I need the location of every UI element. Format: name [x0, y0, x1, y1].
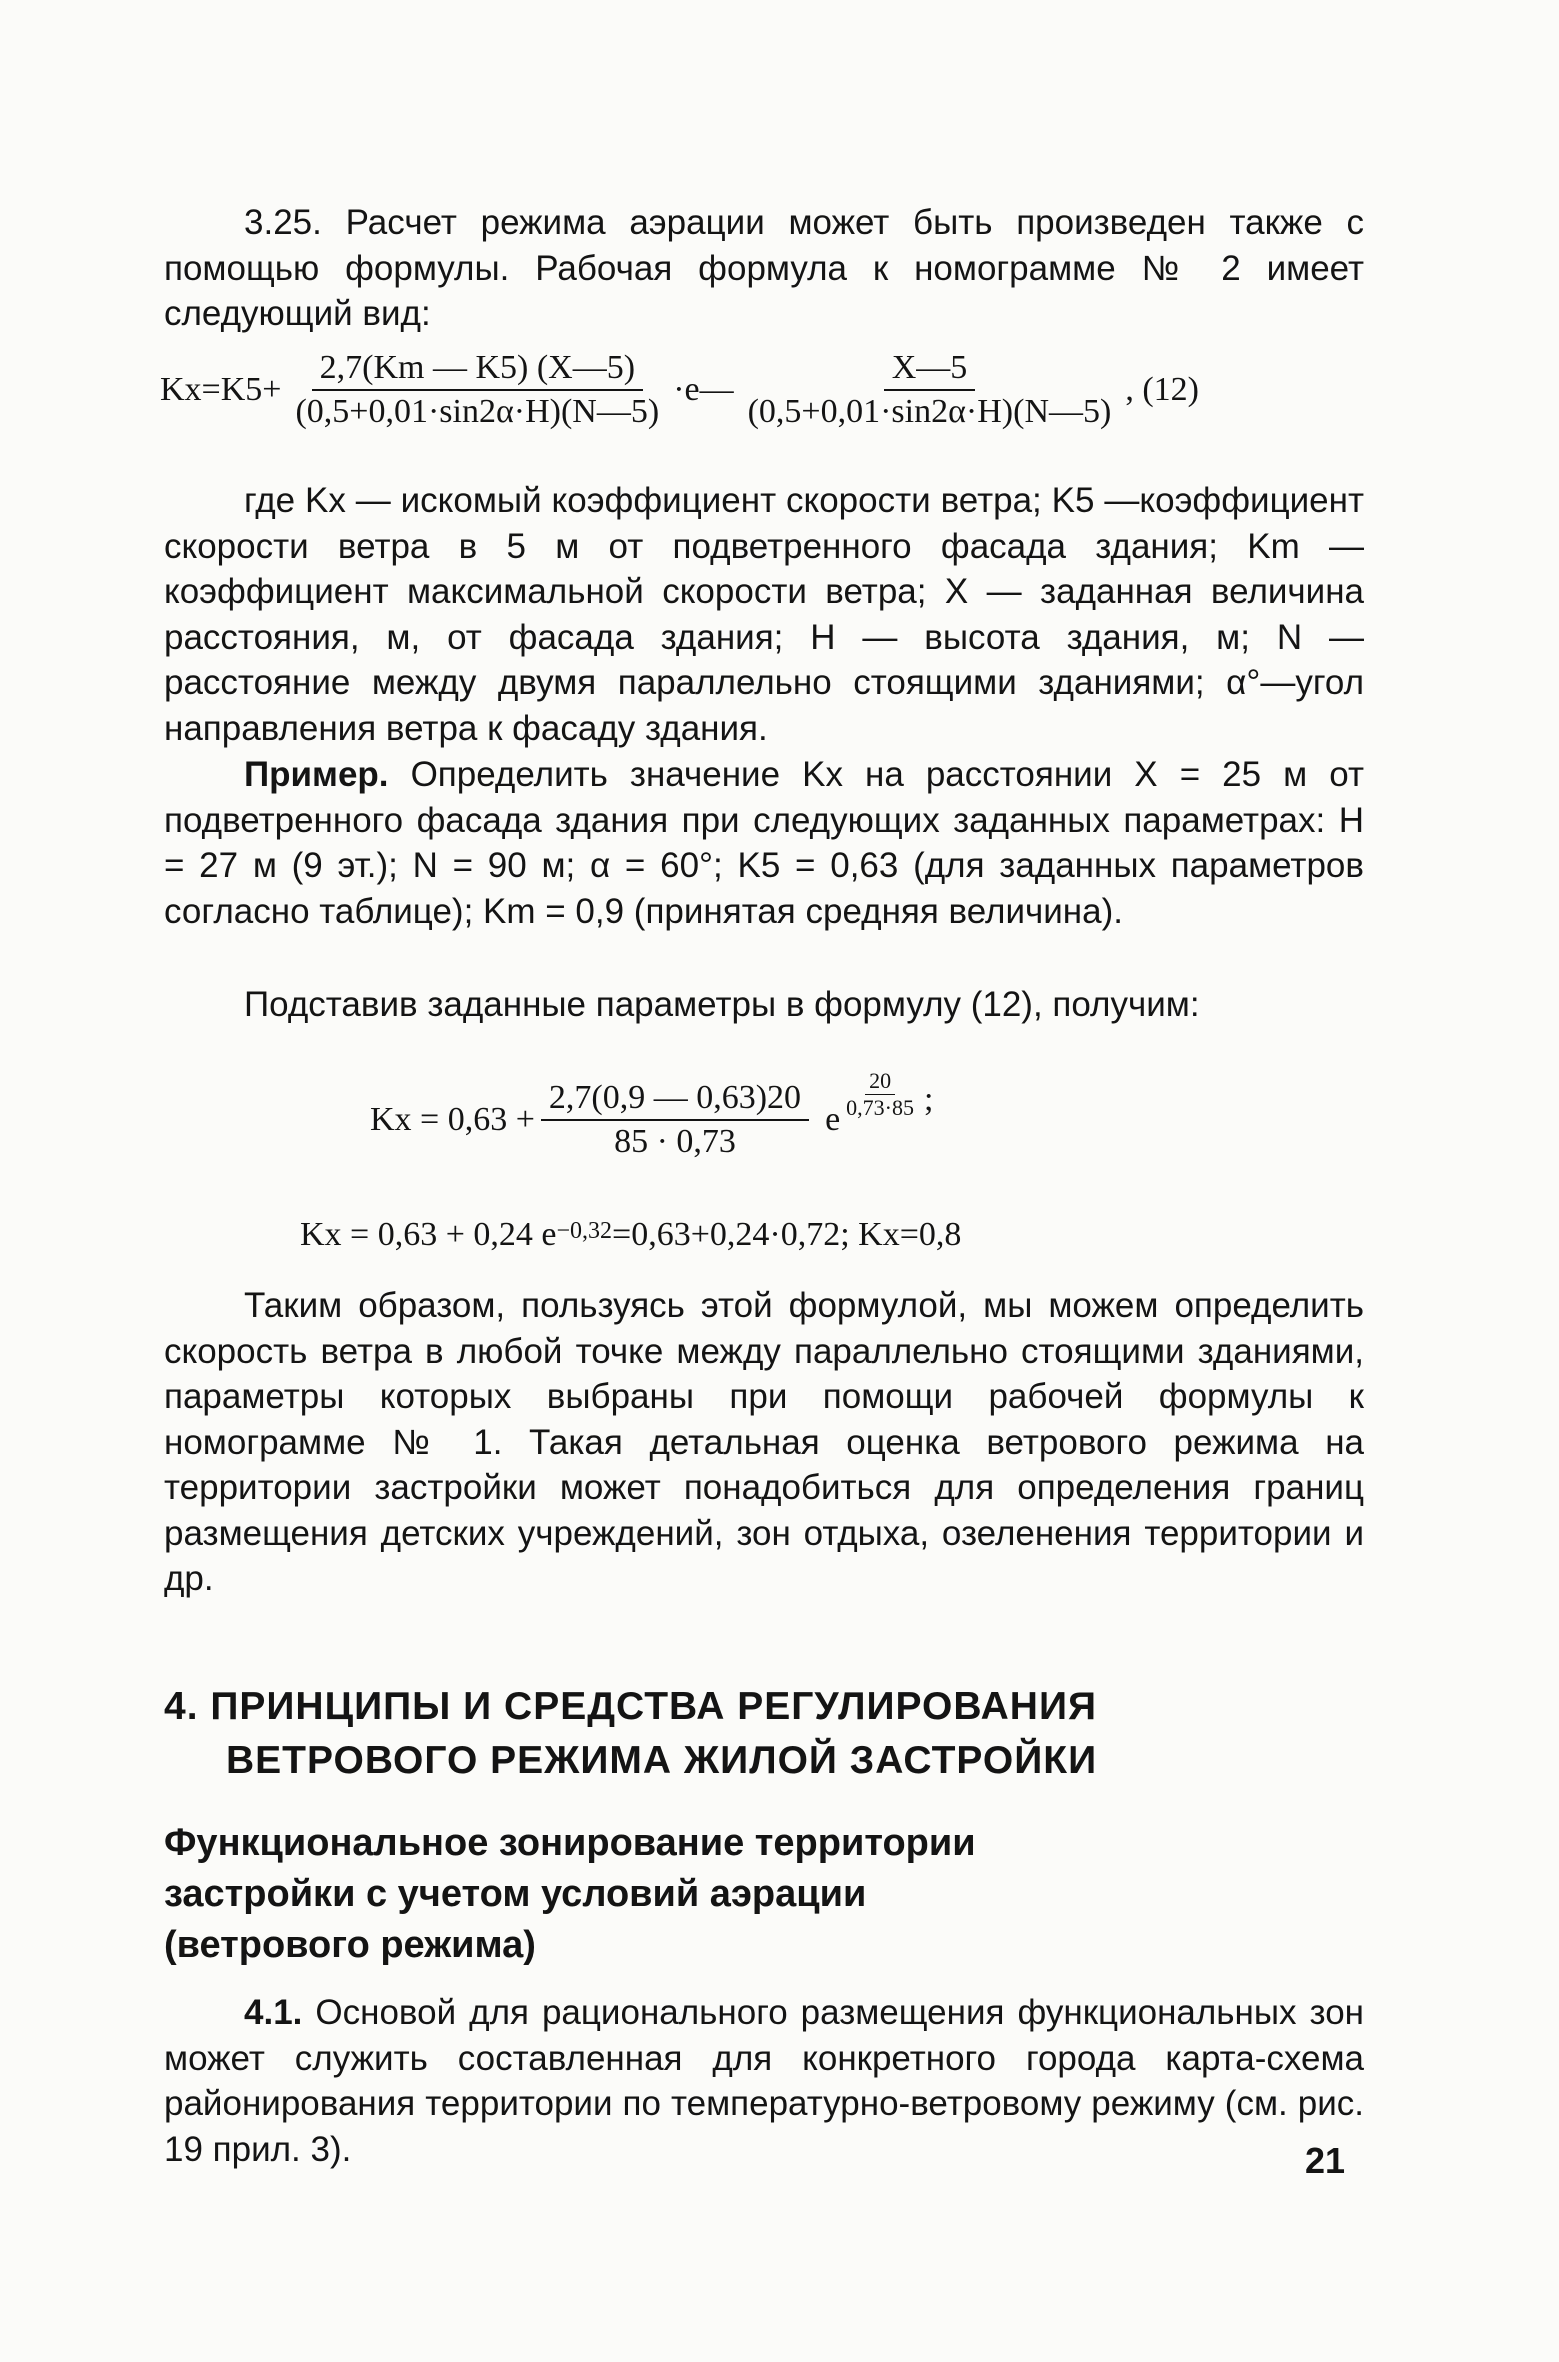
paragraph-text: Основой для рационального размещения функциональных зон может служить составленная для конкретного города карта-схема районирования территории по температурно-ветровому режиму (см. рис. 19 прил. 3). — [164, 1993, 1364, 2169]
page-number: 21 — [1305, 2140, 1346, 2181]
formula-exp-sign: ·e— — [673, 371, 734, 408]
fraction-denominator: (0,5+0,01·sin2α·H)(N—5) — [747, 393, 1112, 430]
formula-lhs: Kx=K5+ — [160, 371, 282, 408]
paragraph-text: Расчет режима аэрации может быть произведен также с помощью формулы. Рабочая формула к номограмме № 2 имеет следующий вид: — [164, 203, 1365, 333]
formula-label: , (12) — [1125, 371, 1199, 408]
calculation-1 — [370, 1060, 933, 1180]
calc1-tail: ; — [923, 1081, 934, 1118]
subsection-heading — [164, 1818, 976, 1971]
calc2-text: Kx = 0,63 + 0,24 e — [300, 1216, 557, 1253]
heading-line-1: 4. ПРИНЦИПЫ И СРЕДСТВА РЕГУЛИРОВАНИЯ — [164, 1685, 1097, 1728]
section-heading — [164, 1680, 1097, 1788]
exponent-denominator: 0,73·85 — [846, 1094, 914, 1120]
heading-line-2: ВЕТРОВОГО РЕЖИМА ЖИЛОЙ ЗАСТРОЙКИ — [226, 1739, 1098, 1782]
section-number: 3.25. — [244, 203, 322, 242]
calc2-exponent: −0,32 — [556, 1217, 613, 1244]
substitution-text: Подставив заданные параметры в формулу (12), получим: — [244, 985, 1200, 1024]
paragraph-definitions — [164, 478, 1364, 751]
paragraph-conclusion — [164, 1283, 1364, 1602]
fraction-numerator: 2,7(0,9 — 0,63)20 — [541, 1079, 809, 1121]
formula-fraction-2 — [740, 349, 1120, 431]
fraction-denominator: (0,5+0,01·sin2α·H)(N—5) — [295, 393, 660, 430]
calc2-rest: =0,63+0,24·0,72; Kx=0,8 — [612, 1216, 962, 1253]
paragraph-3-25 — [164, 200, 1364, 337]
calculation-2 — [300, 1205, 961, 1265]
fraction-numerator: X—5 — [884, 349, 976, 391]
paragraph-example — [164, 752, 1364, 934]
calc1-e: e — [825, 1101, 841, 1138]
section-number: 4.1. — [244, 1993, 303, 2032]
conclusion-text: Таким образом, пользуясь этой формулой, мы можем определить скорость ветра в любой точке между параллельно стоящими зданиями, параметры которых выбраны при помощи рабочей формулы к номограмме № 1. Такая детальная оценка ветрового режима на территории застройки может понадобиться для определения границ размещения детских учреждений, зон отдыха, озеленения территории и др. — [164, 1286, 1364, 1598]
formula-fraction-1 — [287, 349, 667, 431]
subheading-line-1: Функциональное зонирование территории — [164, 1822, 976, 1864]
example-lead: Пример. — [244, 755, 389, 794]
calc1-fraction — [541, 1079, 809, 1161]
formula-12 — [160, 335, 1380, 445]
subheading-line-2: застройки с учетом условий аэрации — [164, 1873, 867, 1915]
paragraph-4-1 — [164, 1990, 1364, 2172]
exponent-numerator: 20 — [865, 1068, 895, 1095]
subheading-line-3: (ветрового режима) — [164, 1924, 536, 1966]
paragraph-substitution — [164, 982, 1364, 1028]
definitions-text: где Kx — искомый коэффициент скорости ветра; K5 —коэффициент скорости ветра в 5 м от подветренного фасада здания; Km — коэффициент максимальной скорости ветра; X — заданная величина расстояния, м, от фасада здания; H — высота здания, м; N — расстояние между двумя параллельно стоящими зданиями; α°—угол направления ветра к фасаду здания. — [164, 481, 1364, 748]
fraction-numerator: 2,7(Km — K5) (X—5) — [312, 349, 643, 391]
fraction-denominator: 85 · 0,73 — [614, 1123, 736, 1160]
calc1-exponent — [842, 1068, 918, 1121]
calc1-lhs: Kx = 0,63 + — [370, 1101, 535, 1138]
example-text: Определить значение Kx на расстоянии X = 25 м от подветренного фасада здания при следующих заданных параметрах: H = 27 м (9 эт.); N = 90 м; α = 60°; K5 = 0,63 (для заданных параметров согласно таблице); Km = 0,9 (принятая средняя величина). — [164, 755, 1364, 931]
